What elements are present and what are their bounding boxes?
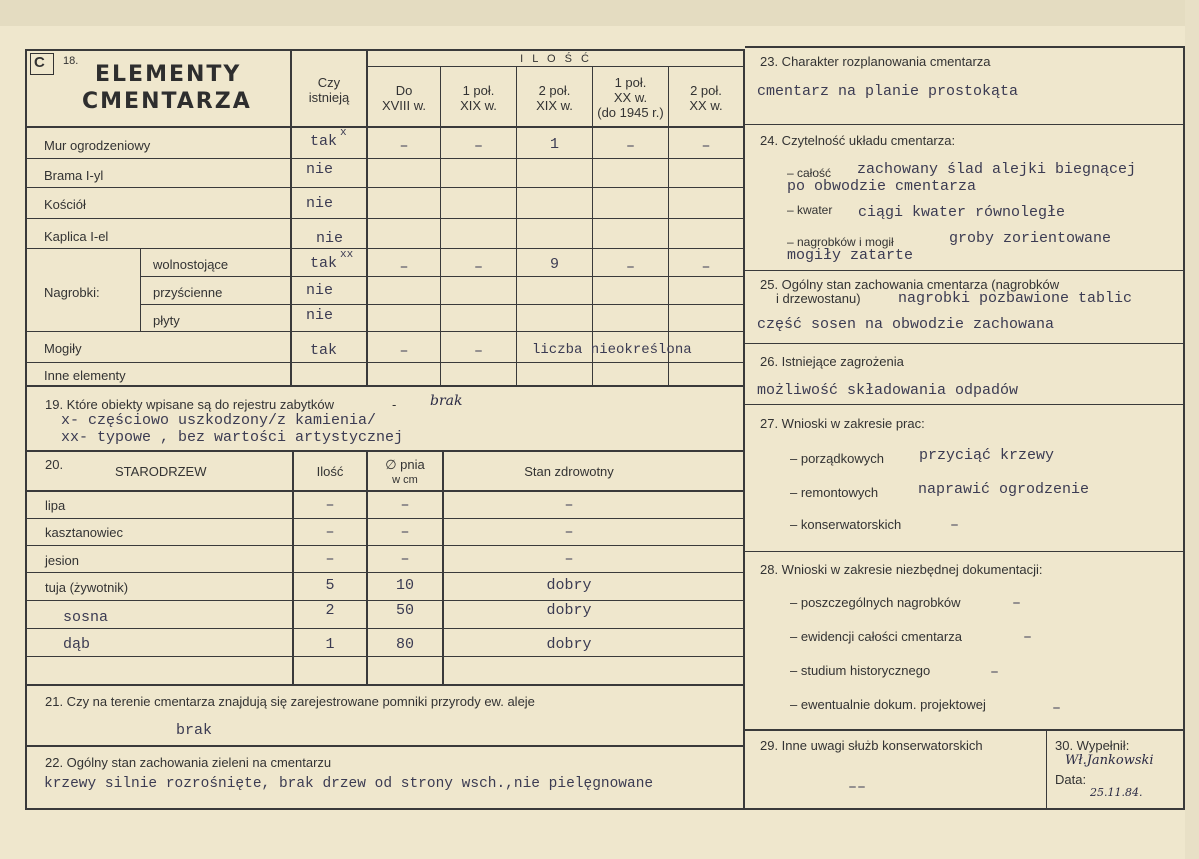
section-29-value: –– [848,779,867,796]
qty-cell: – [473,259,483,276]
line-h [745,124,1185,125]
line-h [745,551,1185,552]
section-28-dash: – [1023,629,1033,646]
tree-diameter: 10 [395,577,414,594]
section-22-label: 22. Ogólny stan zachowania zieleni na cmentarzu [45,755,332,770]
row-label: wolnostojące [153,257,229,272]
section-25-value: nagrobki pozbawione tablic [898,290,1133,307]
section-19-label: 19. Które obiekty wpisane są do rejestru zabytków [45,397,335,412]
tree-name: lipa [45,498,66,513]
section-23-value: cmentarz na planie prostokąta [757,83,1019,100]
section-18-number: 18. [63,55,79,67]
col-header: Ilość [316,464,344,479]
section-25-label: i drzewostanu) [776,291,861,306]
section-27-value: naprawić ogrodzenie [918,481,1090,498]
line-v [516,66,517,385]
line-h [25,450,745,452]
line-h [25,158,745,159]
line-h [25,684,745,686]
line-h [25,572,745,573]
line-h [25,518,745,519]
section-27-value: przyciąć krzewy [919,447,1055,464]
section-23-label: 23. Charakter rozplanowania cmentarza [760,54,991,69]
tree-qty: 5 [325,577,335,594]
col-header: XX w. [613,90,648,105]
section-25-value: część sosen na obwodzie zachowana [757,316,1055,333]
qty-cell: – [473,138,483,155]
exists-value: tak [310,133,338,150]
exists-value: nie [306,161,334,178]
row-label: Brama I-yl [44,168,104,183]
footnote-x: x- częściowo uszkodzony/z kamienia/ [61,412,377,429]
section-29-label: 29. Inne uwagi służb konserwatorskich [760,738,983,753]
exists-header-2: istnieją [308,90,350,105]
line-h [25,248,745,249]
quantity-header: I L O Ś Ć [520,53,592,65]
tree-qty: 2 [325,602,335,619]
tree-health: dobry [546,577,592,594]
tree-name: tuja (żywotnik) [45,580,129,595]
tree-name: sosna [63,609,109,626]
exists-value: nie [316,230,344,247]
tree-diameter: – [400,497,410,514]
tree-diameter: – [400,524,410,541]
tree-name: jesion [45,553,79,568]
qty-cell: – [625,259,635,276]
section-18-title-2: CMENTARZA [82,89,252,114]
section-26-value: możliwość składowania odpadów [757,382,1019,399]
section-28-sub: – ewentualnie dokum. projektowej [790,697,986,712]
qty-cell: 9 [549,256,559,273]
tree-diameter: – [400,551,410,568]
line-h [140,276,745,277]
line-h [25,126,745,128]
section-20-title: STARODRZEW [115,464,207,479]
qty-cell: – [399,138,409,155]
line-h [25,628,745,629]
section-24-value: mogiły zatarte [787,247,914,264]
section-letter-box [30,53,54,75]
nagrobki-label: Nagrobki: [44,285,100,300]
section-20-number: 20. [45,457,64,472]
qty-cell: – [399,259,409,276]
exists-value: tak [310,342,338,359]
footnote-xx: xx- typowe , bez wartości artystycznej [61,429,404,446]
section-19-value: brak [430,393,463,409]
section-28-dash: – [1012,595,1022,612]
tree-qty: – [325,551,335,568]
tree-qty: – [325,497,335,514]
tree-diameter: 50 [395,602,414,619]
qty-cell: – [701,259,711,276]
tree-health: – [564,497,574,514]
tree-health: dobry [546,602,592,619]
right-frame-top [745,46,1185,48]
exists-value: nie [306,195,334,212]
line-v [440,66,441,385]
line-h [25,656,745,657]
qty-cell: – [701,138,711,155]
section-21-value: brak [176,722,213,739]
section-27-sub: – konserwatorskich [790,517,902,532]
section-27-label: 27. Wnioski w zakresie prac: [760,416,925,431]
col-header: XIX w. [536,98,573,113]
row-label: Kaplica I-el [44,229,109,244]
section-24-sub: – kwater [787,203,833,217]
frame-left [25,49,27,810]
exists-header-1: Czy [317,75,341,90]
right-frame-bottom [745,808,1185,810]
line-h [25,490,745,492]
card-right-strip [1185,0,1199,859]
section-24-value: groby zorientowane [949,230,1112,247]
row-label: Mur ogrodzeniowy [44,138,151,153]
section-21-label: 21. Czy na terenie cmentarza znajdują się zarejestrowane pomniki przyrody ew. aleje [45,694,535,709]
tree-health: dobry [546,636,592,653]
frame-bottom [25,808,745,810]
row-label: Mogiły [44,341,82,356]
line-h [745,343,1185,344]
col-header: 2 poł. [538,83,571,98]
row-label: Kościół [44,197,86,212]
qty-cell: – [473,343,483,360]
date-label: Data: [1055,772,1087,787]
section-30-label: 30. Wypełnił: [1055,738,1130,753]
qty-cell: – [625,138,635,155]
section-27-sub: – porządkowych [790,451,884,466]
qty-cell: 1 [549,136,559,153]
section-27-sub: – remontowych [790,485,879,500]
frame-top [25,49,745,51]
footnote-mark: xx [340,249,354,261]
date-value: 25.11.84. [1090,786,1143,799]
col-header: Stan zdrowotny [524,464,614,479]
section-22-value: krzewy silnie rozrośnięte, brak drzew od strony wsch.,nie pielęgnowane [44,776,654,792]
row-label: Inne elementy [44,368,126,383]
tree-name: dąb [63,636,91,653]
section-24-value: po obwodzie cmentarza [787,178,977,195]
section-24-label: 24. Czytelność układu cmentarza: [760,133,956,148]
col-header: XIX w. [460,98,497,113]
section-28-sub: – ewidencji całości cmentarza [790,629,962,644]
line-h [25,385,745,387]
section-24-sub: – nagrobków i mogił [787,235,894,249]
card-top-band [0,0,1199,26]
col-header: 2 poł. [690,83,722,98]
right-frame-right [1183,46,1185,810]
tree-health: – [564,524,574,541]
line-h [25,745,745,747]
line-v [140,248,141,332]
section-28-sub: – poszczególnych nagrobków [790,595,961,610]
col-header: ∅ pnia [385,457,425,472]
col-header: w cm [392,474,418,486]
section-24-sub: – całość [787,166,832,180]
tree-health: – [564,551,574,568]
section-letter: C [34,54,45,71]
line-h [745,729,1185,731]
frame-middle [743,49,745,810]
line-h [25,218,745,219]
line-h [25,362,745,363]
section-25-label: 25. Ogólny stan zachowania cmentarza (nagrobków [760,277,1060,292]
footnote-mark: x [340,127,347,139]
section-28-sub: – studium historycznego [790,663,931,678]
line-h [25,545,745,546]
section-28-dash: – [1052,700,1062,717]
tree-diameter: 80 [395,636,414,653]
section-27-value: – [950,517,960,534]
line-h [140,304,745,305]
col-header: 1 poł. [462,83,495,98]
col-header: XVIII w. [381,98,427,113]
qty-cell-merged: liczba nieokreślona [532,342,692,358]
line-h [745,404,1185,405]
row-label: przyścienne [153,285,223,300]
exists-value: nie [306,307,334,324]
row-label: płyty [153,313,180,328]
col-header: XX w. [689,98,723,113]
tree-qty: 1 [325,636,335,653]
line-h [25,600,745,601]
section-19-dash: - [392,397,397,412]
section-28-label: 28. Wnioski w zakresie niezbędnej dokumentacji: [760,562,1043,577]
filled-by-name: Wł.Jankowski [1065,753,1154,768]
line-v [668,66,669,385]
col-header: Do [395,83,413,98]
line-h [25,187,745,188]
line-v [1046,731,1047,809]
line-h [25,331,745,332]
exists-value: tak [310,255,338,272]
section-24-value: ciągi kwater równoległe [858,204,1066,221]
qty-cell: – [399,343,409,360]
line-h [745,270,1185,271]
col-header: (do 1945 r.) [597,105,664,120]
exists-value: nie [306,282,334,299]
section-18-title-1: ELEMENTY [95,62,242,87]
section-28-dash: – [990,664,1000,681]
section-24-value: zachowany ślad alejki biegnącej [857,161,1137,178]
col-header: 1 poł. [614,75,647,90]
section-26-label: 26. Istniejące zagrożenia [760,354,904,369]
tree-qty: – [325,524,335,541]
tree-name: kasztanowiec [45,525,124,540]
